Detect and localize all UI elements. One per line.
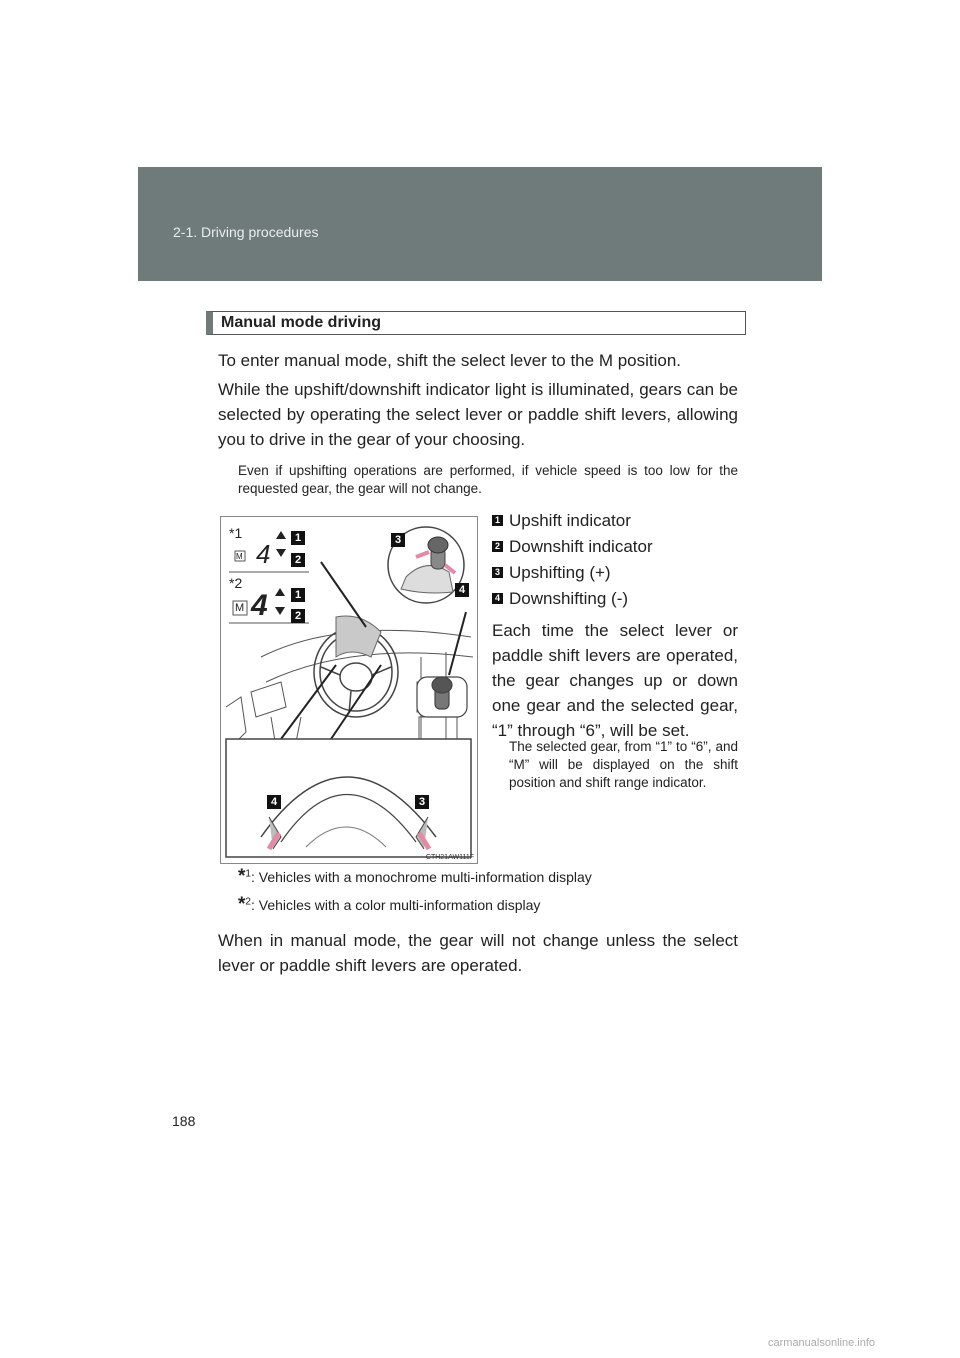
callout-4-paddle: 4 <box>267 795 281 809</box>
footnote-2 <box>238 894 540 916</box>
mode-letter-mono: M <box>236 552 243 561</box>
legend-item-2 <box>492 534 653 560</box>
callout-4-shifter: 4 <box>455 583 469 597</box>
callout-1-color: 1 <box>291 588 305 602</box>
footnote-1 <box>238 866 592 888</box>
legend-item-1 <box>492 508 631 534</box>
footnote-1-mark: * <box>238 866 246 887</box>
cockpit-illustration <box>221 517 477 863</box>
section-title: Manual mode driving <box>221 314 382 331</box>
figure-star1: *1 <box>229 525 243 541</box>
figure-code: CTH21AW111F <box>425 854 474 861</box>
legend-num-4: 4 <box>492 593 503 604</box>
note-low-speed: Even if upshifting operations are performed, if vehicle speed is too low for the requested gear, the gear will not change. <box>238 463 738 496</box>
figure-star2: *2 <box>229 575 243 591</box>
paragraph-gear-selection: While the upshift/downshift indicator light is illuminated, gears can be selected by operating the select lever or paddle shift levers, allowing you to drive in the gear of your choosing. <box>218 380 738 449</box>
footnote-1-text: : Vehicles with a monochrome multi-information display <box>250 869 592 885</box>
illustration-figure <box>220 516 478 864</box>
note-display: The selected gear, from “1” to “6”, and “M” will be displayed on the shift position and shift range indicator. <box>509 739 738 790</box>
legend-num-3: 3 <box>492 567 503 578</box>
legend-label-4: Downshifting (-) <box>509 589 629 608</box>
mode-letter-color: M <box>235 602 245 614</box>
watermark: carmanualsonline.info <box>768 1337 876 1349</box>
paragraph-manual-no-change: When in manual mode, the gear will not change unless the select lever or paddle shift levers are operated. <box>218 931 738 975</box>
footnote-2-mark: * <box>238 894 246 915</box>
legend-label-2: Downshift indicator <box>509 537 653 556</box>
legend-label-1: Upshift indicator <box>509 511 631 530</box>
callout-1-mono: 1 <box>291 531 305 545</box>
callout-3-shifter: 3 <box>391 533 405 547</box>
legend-num-1: 1 <box>492 515 503 526</box>
callout-3-paddle: 3 <box>415 795 429 809</box>
paragraph-enter-manual: To enter manual mode, shift the select lever to the M position. <box>218 351 682 370</box>
footnote-1-sup: 1 <box>245 868 251 880</box>
page-number: 188 <box>172 1113 196 1129</box>
paddle-inset <box>226 739 471 857</box>
footnote-2-sup: 2 <box>245 896 251 908</box>
callout-2-color: 2 <box>291 609 305 623</box>
legend-item-3 <box>492 560 611 586</box>
svg-text:4: 4 <box>256 539 271 569</box>
footnote-2-text: : Vehicles with a color multi-information display <box>250 897 541 913</box>
legend-num-2: 2 <box>492 541 503 552</box>
svg-text:4: 4 <box>251 589 268 622</box>
chapter-breadcrumb: 2-1. Driving procedures <box>173 224 319 240</box>
gear-indicator-mono <box>235 531 286 569</box>
paragraph-each-time: Each time the select lever or paddle shift levers are operated, the gear changes up or down one gear and the selected gear, “1” through “6”, will be set. <box>492 621 738 740</box>
callout-2-mono: 2 <box>291 553 305 567</box>
section-title-box <box>206 311 746 335</box>
legend-item-4 <box>492 586 628 612</box>
legend-label-3: Upshifting (+) <box>509 563 611 582</box>
